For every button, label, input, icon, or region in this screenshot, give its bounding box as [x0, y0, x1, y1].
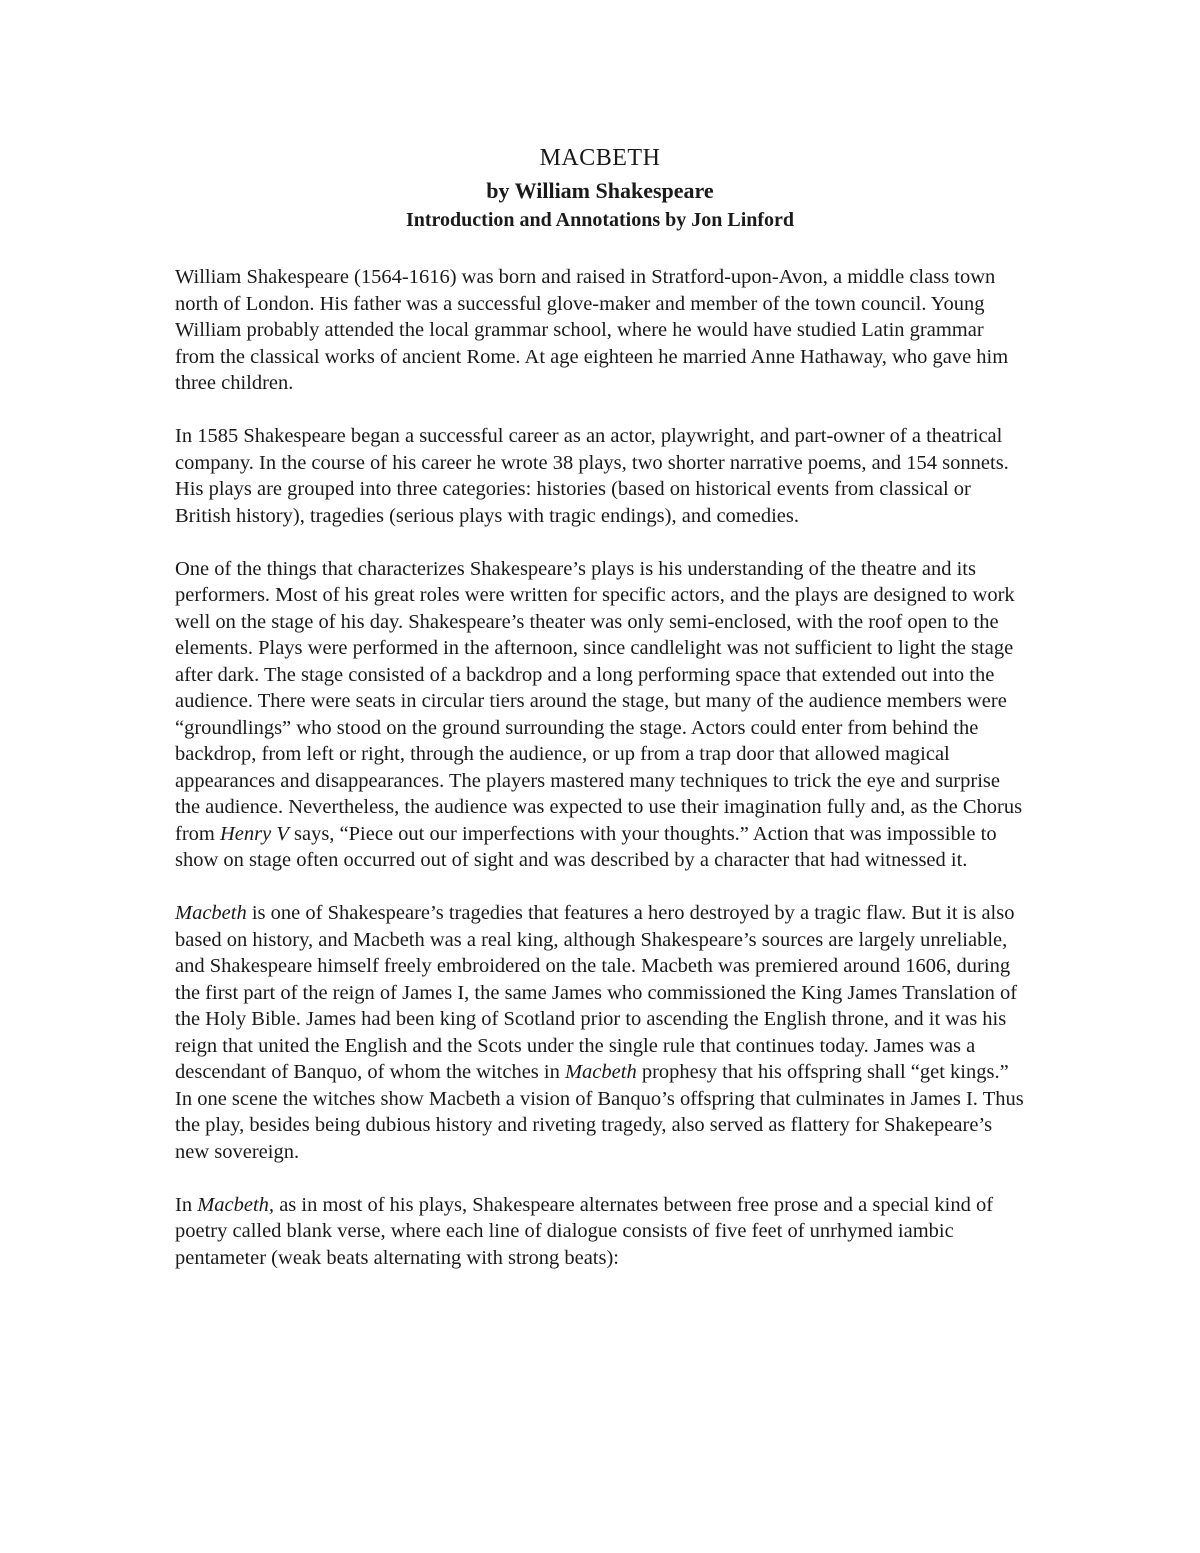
paragraph-text: William Shakespeare (1564-1616) was born and raised in Stratford-upon-Avon, a middle class town north of London. His father was a successful glove-maker and member of the town council. Young William probably attended the local grammar school, where he would have studied Latin grammar from the classical works of ancient Rome. At age eighteen he married Anne Hathaway, who gave him three children.	[175, 266, 1009, 394]
body-text	[175, 264, 1025, 1271]
introduction-credit: Introduction and Annotations by Jon Linford	[405, 209, 795, 231]
paragraph-text: as in most of his plays, Shakespeare alternates between free prose and a special kind of poetry called blank verse, where each line of dialogue consists of five feet of unrhymed iambic pentameter (weak beats alternating with strong beats):	[175, 1193, 994, 1269]
document-title: MACBETH	[539, 145, 661, 171]
paragraph-text: says, “Piece out our imperfections with your thoughts.” Action that was impossible to show on stage often occurred out of sight and was described by a character that had witnessed it.	[175, 822, 997, 871]
italic-title-text: Macbeth	[564, 1061, 637, 1083]
author-byline: by William Shakespeare	[486, 178, 714, 203]
document-page	[175, 140, 1025, 1298]
paragraph-text: In 1585 Shakespeare began a successful career as an actor, playwright, and part-owner of a theatrical company. In the course of his career he wrote 38 plays, two shorter narrative poems, and 154 sonnets. His plays are grouped into three categories: histories (based on historical events from classical or British history), tragedies (serious plays with tragic endings), and comedies.	[175, 425, 1009, 527]
paragraph-macbeth-history	[175, 900, 1025, 1165]
paragraph-career	[175, 423, 1025, 529]
italic-title-text: Macbeth	[175, 902, 247, 924]
italic-title-text: Macbeth,	[197, 1193, 275, 1216]
paragraph-theatre	[175, 556, 1025, 874]
paragraph-blank-verse	[175, 1192, 1025, 1272]
paragraph-text: One of the things that characterizes Shakespeare’s plays is his understanding of the theatre and its performers. Most of his great roles were written for specific actors, and the plays are designed to work well on the stage of his day. Shakespeare’s theater was only semi-enclosed, with the roof open to the elements. Plays were performed in the afternoon, since candlelight was not sufficient to light the stage after dark. The stage consisted of a backdrop and a long performing space that extended out into the audience. There were seats in circular tiers around the stage, but many of the audience members were “groundlings” who stood on the ground surrounding the stage. Actors could enter from behind the backdrop, from left or right, through the audience, or up from a trap door that allowed magical appearances and disappearances. The players mastered many techniques to trick the eye and surprise the audience. Nevertheless, the audience was expected to use their imagination fully and, as the Chorus from	[175, 557, 1023, 845]
italic-title-text: Henry V	[219, 822, 289, 845]
paragraph-text: In	[175, 1193, 198, 1216]
paragraph-text: is one of Shakespeare’s tragedies that features a hero destroyed by a tragic flaw. But it is also based on history, and Macbeth was a real king, although Shakespeare’s sources are largely unreliable, and Shakespeare himself freely embroidered on the tale. Macbeth was premiered around 1606, during the first part of the reign of James I, the same James who commissioned the King James Translation of the Holy Bible. James had been king of Scotland prior to ascending the English throne, and it was his reign that united the English and the Scots under the single rule that continues today. James was a descendant of Banquo, of whom the witches in	[175, 902, 1018, 1083]
paragraph-biography	[175, 264, 1025, 397]
paragraph-text: prophesy that his offspring shall “get kings.” In one scene the witches show Macbeth a vision of Banquo’s offspring that culminates in James I. Thus the play, besides being dubious history and riveting tragedy, also served as flattery for Shakepeare’s new sovereign.	[175, 1061, 1024, 1163]
